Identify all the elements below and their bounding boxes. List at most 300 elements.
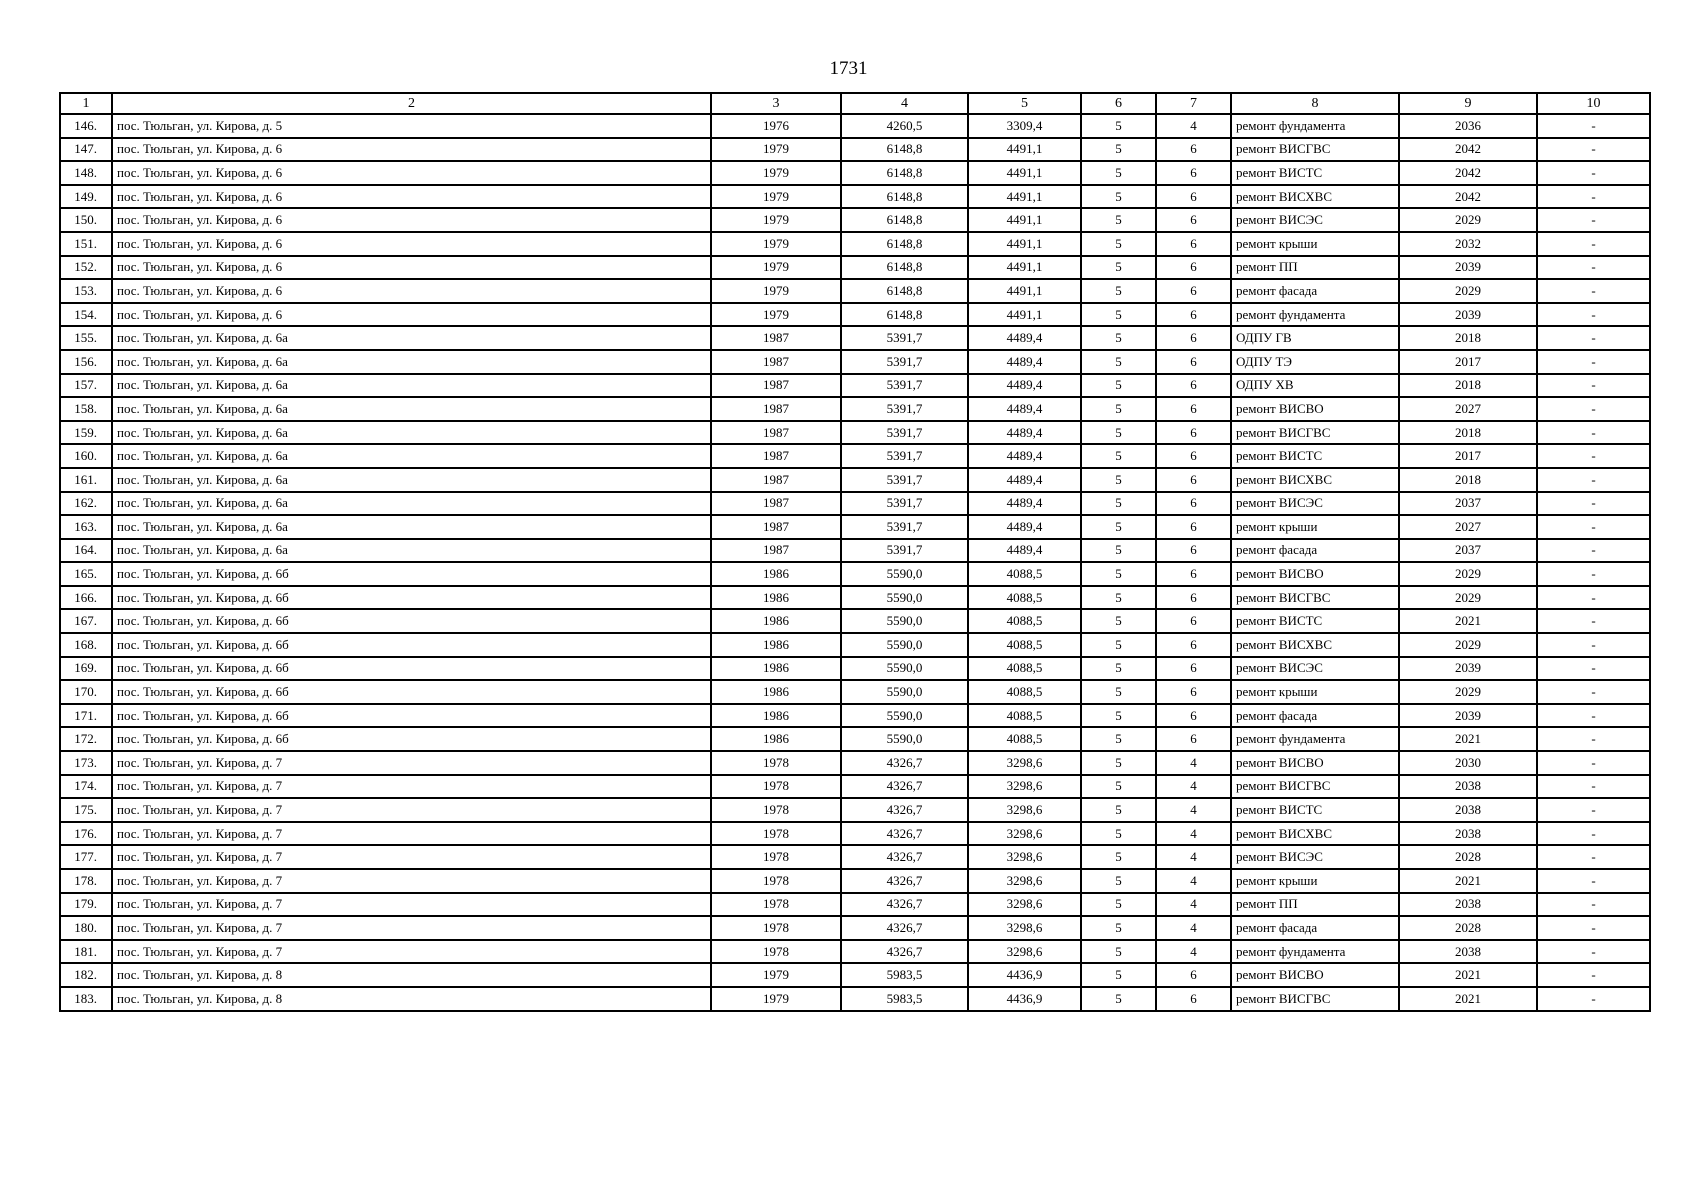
entrances-cell: 4 [1156, 114, 1231, 138]
address-cell: пос. Тюльган, ул. Кирова, д. 7 [112, 940, 711, 964]
floors-cell: 5 [1081, 114, 1156, 138]
note-cell: - [1537, 562, 1650, 586]
planned-year-cell: 2036 [1399, 114, 1537, 138]
address-cell: пос. Тюльган, ул. Кирова, д. 6б [112, 704, 711, 728]
row-number-cell: 151. [60, 232, 112, 256]
row-number-cell: 175. [60, 798, 112, 822]
floors-cell: 5 [1081, 822, 1156, 846]
row-number-cell: 181. [60, 940, 112, 964]
note-cell: - [1537, 704, 1650, 728]
work-type-cell: ремонт ВИСТС [1231, 798, 1399, 822]
address-cell: пос. Тюльган, ул. Кирова, д. 6а [112, 539, 711, 563]
entrances-cell: 6 [1156, 492, 1231, 516]
living-area-cell: 4491,1 [968, 161, 1081, 185]
floors-cell: 5 [1081, 397, 1156, 421]
living-area-cell: 4088,5 [968, 633, 1081, 657]
table-row [60, 515, 1650, 539]
entrances-cell: 4 [1156, 798, 1231, 822]
total-area-cell: 4326,7 [841, 869, 968, 893]
address-cell: пос. Тюльган, ул. Кирова, д. 6б [112, 657, 711, 681]
work-type-cell: ремонт ПП [1231, 256, 1399, 280]
address-cell: пос. Тюльган, ул. Кирова, д. 7 [112, 869, 711, 893]
address-cell: пос. Тюльган, ул. Кирова, д. 6а [112, 397, 711, 421]
floors-cell: 5 [1081, 798, 1156, 822]
living-area-cell: 4088,5 [968, 727, 1081, 751]
living-area-cell: 3309,4 [968, 114, 1081, 138]
row-number-cell: 166. [60, 586, 112, 610]
entrances-cell: 4 [1156, 893, 1231, 917]
column-header: 5 [968, 93, 1081, 114]
work-type-cell: ремонт крыши [1231, 869, 1399, 893]
address-cell: пос. Тюльган, ул. Кирова, д. 6а [112, 374, 711, 398]
planned-year-cell: 2029 [1399, 562, 1537, 586]
note-cell: - [1537, 822, 1650, 846]
address-cell: пос. Тюльган, ул. Кирова, д. 6а [112, 515, 711, 539]
planned-year-cell: 2029 [1399, 208, 1537, 232]
planned-year-cell: 2027 [1399, 397, 1537, 421]
living-area-cell: 4491,1 [968, 279, 1081, 303]
floors-cell: 5 [1081, 138, 1156, 162]
table-row [60, 822, 1650, 846]
total-area-cell: 6148,8 [841, 185, 968, 209]
year-cell: 1978 [711, 822, 841, 846]
note-cell: - [1537, 940, 1650, 964]
row-number-cell: 163. [60, 515, 112, 539]
address-cell: пос. Тюльган, ул. Кирова, д. 6а [112, 326, 711, 350]
year-cell: 1987 [711, 468, 841, 492]
note-cell: - [1537, 727, 1650, 751]
column-header: 6 [1081, 93, 1156, 114]
floors-cell: 5 [1081, 185, 1156, 209]
floors-cell: 5 [1081, 893, 1156, 917]
work-type-cell: ремонт ВИСВО [1231, 963, 1399, 987]
entrances-cell: 6 [1156, 562, 1231, 586]
entrances-cell: 6 [1156, 704, 1231, 728]
row-number-cell: 183. [60, 987, 112, 1011]
entrances-cell: 4 [1156, 940, 1231, 964]
living-area-cell: 3298,6 [968, 845, 1081, 869]
entrances-cell: 6 [1156, 468, 1231, 492]
row-number-cell: 152. [60, 256, 112, 280]
floors-cell: 5 [1081, 279, 1156, 303]
total-area-cell: 6148,8 [841, 208, 968, 232]
address-cell: пос. Тюльган, ул. Кирова, д. 8 [112, 987, 711, 1011]
total-area-cell: 6148,8 [841, 138, 968, 162]
living-area-cell: 4491,1 [968, 303, 1081, 327]
note-cell: - [1537, 303, 1650, 327]
work-type-cell: ремонт ВИСЭС [1231, 492, 1399, 516]
year-cell: 1979 [711, 987, 841, 1011]
note-cell: - [1537, 916, 1650, 940]
note-cell: - [1537, 114, 1650, 138]
planned-year-cell: 2039 [1399, 657, 1537, 681]
table-row [60, 374, 1650, 398]
total-area-cell: 5590,0 [841, 704, 968, 728]
planned-year-cell: 2029 [1399, 633, 1537, 657]
row-number-cell: 158. [60, 397, 112, 421]
year-cell: 1986 [711, 704, 841, 728]
floors-cell: 5 [1081, 727, 1156, 751]
planned-year-cell: 2029 [1399, 680, 1537, 704]
table-row [60, 657, 1650, 681]
work-type-cell: ремонт ВИСХВС [1231, 633, 1399, 657]
note-cell: - [1537, 657, 1650, 681]
address-cell: пос. Тюльган, ул. Кирова, д. 6 [112, 161, 711, 185]
living-area-cell: 4491,1 [968, 138, 1081, 162]
table-row [60, 963, 1650, 987]
total-area-cell: 4326,7 [841, 845, 968, 869]
table-row [60, 869, 1650, 893]
total-area-cell: 5391,7 [841, 539, 968, 563]
entrances-cell: 6 [1156, 350, 1231, 374]
work-type-cell: ремонт фасада [1231, 704, 1399, 728]
table-row [60, 940, 1650, 964]
work-type-cell: ремонт ПП [1231, 893, 1399, 917]
living-area-cell: 3298,6 [968, 916, 1081, 940]
row-number-cell: 149. [60, 185, 112, 209]
year-cell: 1979 [711, 279, 841, 303]
living-area-cell: 4088,5 [968, 586, 1081, 610]
table-row [60, 492, 1650, 516]
planned-year-cell: 2042 [1399, 161, 1537, 185]
year-cell: 1986 [711, 727, 841, 751]
year-cell: 1978 [711, 916, 841, 940]
table-row [60, 279, 1650, 303]
floors-cell: 5 [1081, 492, 1156, 516]
table-row [60, 185, 1650, 209]
note-cell: - [1537, 256, 1650, 280]
year-cell: 1978 [711, 869, 841, 893]
table-row [60, 751, 1650, 775]
note-cell: - [1537, 893, 1650, 917]
floors-cell: 5 [1081, 256, 1156, 280]
table-row [60, 680, 1650, 704]
address-cell: пос. Тюльган, ул. Кирова, д. 7 [112, 775, 711, 799]
table-row [60, 987, 1650, 1011]
entrances-cell: 6 [1156, 208, 1231, 232]
year-cell: 1979 [711, 303, 841, 327]
floors-cell: 5 [1081, 680, 1156, 704]
floors-cell: 5 [1081, 303, 1156, 327]
repair-program-table [59, 92, 1651, 1012]
work-type-cell: ремонт крыши [1231, 680, 1399, 704]
table-row [60, 893, 1650, 917]
column-header: 1 [60, 93, 112, 114]
year-cell: 1979 [711, 138, 841, 162]
table-row [60, 256, 1650, 280]
row-number-cell: 157. [60, 374, 112, 398]
planned-year-cell: 2038 [1399, 940, 1537, 964]
total-area-cell: 6148,8 [841, 232, 968, 256]
work-type-cell: ремонт ВИСГВС [1231, 987, 1399, 1011]
address-cell: пос. Тюльган, ул. Кирова, д. 6а [112, 350, 711, 374]
address-cell: пос. Тюльган, ул. Кирова, д. 6а [112, 468, 711, 492]
planned-year-cell: 2021 [1399, 963, 1537, 987]
floors-cell: 5 [1081, 350, 1156, 374]
living-area-cell: 3298,6 [968, 940, 1081, 964]
year-cell: 1987 [711, 374, 841, 398]
living-area-cell: 4491,1 [968, 185, 1081, 209]
row-number-cell: 156. [60, 350, 112, 374]
work-type-cell: ремонт ВИСГВС [1231, 586, 1399, 610]
work-type-cell: ремонт ВИСЭС [1231, 845, 1399, 869]
work-type-cell: ремонт ВИСВО [1231, 562, 1399, 586]
address-cell: пос. Тюльган, ул. Кирова, д. 7 [112, 798, 711, 822]
entrances-cell: 6 [1156, 444, 1231, 468]
address-cell: пос. Тюльган, ул. Кирова, д. 7 [112, 822, 711, 846]
address-cell: пос. Тюльган, ул. Кирова, д. 6 [112, 138, 711, 162]
row-number-cell: 159. [60, 421, 112, 445]
table-row [60, 633, 1650, 657]
planned-year-cell: 2017 [1399, 350, 1537, 374]
total-area-cell: 4326,7 [841, 916, 968, 940]
row-number-cell: 153. [60, 279, 112, 303]
address-cell: пос. Тюльган, ул. Кирова, д. 6б [112, 609, 711, 633]
column-header: 8 [1231, 93, 1399, 114]
entrances-cell: 6 [1156, 586, 1231, 610]
living-area-cell: 4491,1 [968, 232, 1081, 256]
work-type-cell: ремонт ВИСВО [1231, 751, 1399, 775]
row-number-cell: 178. [60, 869, 112, 893]
total-area-cell: 4326,7 [841, 775, 968, 799]
note-cell: - [1537, 350, 1650, 374]
planned-year-cell: 2021 [1399, 869, 1537, 893]
year-cell: 1979 [711, 208, 841, 232]
note-cell: - [1537, 138, 1650, 162]
table-row [60, 845, 1650, 869]
work-type-cell: ОДПУ ГВ [1231, 326, 1399, 350]
note-cell: - [1537, 633, 1650, 657]
address-cell: пос. Тюльган, ул. Кирова, д. 6 [112, 279, 711, 303]
column-header: 9 [1399, 93, 1537, 114]
entrances-cell: 6 [1156, 657, 1231, 681]
planned-year-cell: 2018 [1399, 374, 1537, 398]
year-cell: 1986 [711, 680, 841, 704]
floors-cell: 5 [1081, 751, 1156, 775]
planned-year-cell: 2037 [1399, 492, 1537, 516]
work-type-cell: ремонт ВИСВО [1231, 397, 1399, 421]
living-area-cell: 3298,6 [968, 869, 1081, 893]
row-number-cell: 148. [60, 161, 112, 185]
year-cell: 1986 [711, 586, 841, 610]
work-type-cell: ремонт фундамента [1231, 114, 1399, 138]
planned-year-cell: 2021 [1399, 987, 1537, 1011]
work-type-cell: ремонт фундамента [1231, 727, 1399, 751]
year-cell: 1987 [711, 539, 841, 563]
planned-year-cell: 2032 [1399, 232, 1537, 256]
planned-year-cell: 2042 [1399, 185, 1537, 209]
year-cell: 1979 [711, 963, 841, 987]
total-area-cell: 6148,8 [841, 279, 968, 303]
year-cell: 1978 [711, 775, 841, 799]
planned-year-cell: 2038 [1399, 893, 1537, 917]
note-cell: - [1537, 208, 1650, 232]
floors-cell: 5 [1081, 869, 1156, 893]
total-area-cell: 5590,0 [841, 586, 968, 610]
table-row [60, 704, 1650, 728]
note-cell: - [1537, 161, 1650, 185]
note-cell: - [1537, 232, 1650, 256]
year-cell: 1978 [711, 798, 841, 822]
floors-cell: 5 [1081, 775, 1156, 799]
header-row [60, 93, 1650, 114]
floors-cell: 5 [1081, 421, 1156, 445]
planned-year-cell: 2042 [1399, 138, 1537, 162]
address-cell: пос. Тюльган, ул. Кирова, д. 6а [112, 421, 711, 445]
table-row [60, 114, 1650, 138]
work-type-cell: ремонт крыши [1231, 232, 1399, 256]
address-cell: пос. Тюльган, ул. Кирова, д. 5 [112, 114, 711, 138]
work-type-cell: ремонт фасада [1231, 279, 1399, 303]
living-area-cell: 4489,4 [968, 444, 1081, 468]
note-cell: - [1537, 444, 1650, 468]
row-number-cell: 179. [60, 893, 112, 917]
address-cell: пос. Тюльган, ул. Кирова, д. 6а [112, 492, 711, 516]
note-cell: - [1537, 397, 1650, 421]
entrances-cell: 6 [1156, 185, 1231, 209]
entrances-cell: 6 [1156, 232, 1231, 256]
year-cell: 1987 [711, 326, 841, 350]
note-cell: - [1537, 775, 1650, 799]
table-row [60, 916, 1650, 940]
work-type-cell: ремонт ВИСГВС [1231, 138, 1399, 162]
work-type-cell: ремонт ВИСХВС [1231, 185, 1399, 209]
living-area-cell: 4088,5 [968, 704, 1081, 728]
entrances-cell: 4 [1156, 751, 1231, 775]
column-header: 3 [711, 93, 841, 114]
row-number-cell: 177. [60, 845, 112, 869]
living-area-cell: 4489,4 [968, 468, 1081, 492]
row-number-cell: 167. [60, 609, 112, 633]
floors-cell: 5 [1081, 161, 1156, 185]
entrances-cell: 6 [1156, 138, 1231, 162]
row-number-cell: 155. [60, 326, 112, 350]
year-cell: 1979 [711, 185, 841, 209]
address-cell: пос. Тюльган, ул. Кирова, д. 6 [112, 208, 711, 232]
total-area-cell: 5391,7 [841, 326, 968, 350]
work-type-cell: ремонт ВИСЭС [1231, 208, 1399, 232]
row-number-cell: 182. [60, 963, 112, 987]
planned-year-cell: 2029 [1399, 586, 1537, 610]
floors-cell: 5 [1081, 444, 1156, 468]
planned-year-cell: 2039 [1399, 704, 1537, 728]
entrances-cell: 6 [1156, 326, 1231, 350]
year-cell: 1978 [711, 751, 841, 775]
row-number-cell: 168. [60, 633, 112, 657]
work-type-cell: ремонт крыши [1231, 515, 1399, 539]
total-area-cell: 5391,7 [841, 515, 968, 539]
table-row [60, 326, 1650, 350]
row-number-cell: 172. [60, 727, 112, 751]
living-area-cell: 4489,4 [968, 539, 1081, 563]
note-cell: - [1537, 515, 1650, 539]
note-cell: - [1537, 869, 1650, 893]
year-cell: 1987 [711, 515, 841, 539]
floors-cell: 5 [1081, 916, 1156, 940]
address-cell: пос. Тюльган, ул. Кирова, д. 7 [112, 845, 711, 869]
entrances-cell: 6 [1156, 256, 1231, 280]
floors-cell: 5 [1081, 586, 1156, 610]
address-cell: пос. Тюльган, ул. Кирова, д. 6 [112, 303, 711, 327]
work-type-cell: ремонт фундамента [1231, 940, 1399, 964]
column-header: 10 [1537, 93, 1650, 114]
entrances-cell: 6 [1156, 727, 1231, 751]
note-cell: - [1537, 798, 1650, 822]
work-type-cell: ремонт ВИСГВС [1231, 775, 1399, 799]
address-cell: пос. Тюльган, ул. Кирова, д. 8 [112, 963, 711, 987]
work-type-cell: ОДПУ ТЭ [1231, 350, 1399, 374]
living-area-cell: 3298,6 [968, 822, 1081, 846]
entrances-cell: 6 [1156, 397, 1231, 421]
total-area-cell: 5590,0 [841, 680, 968, 704]
page-number: 1731 [829, 58, 868, 79]
living-area-cell: 4489,4 [968, 326, 1081, 350]
entrances-cell: 6 [1156, 609, 1231, 633]
total-area-cell: 5391,7 [841, 374, 968, 398]
entrances-cell: 6 [1156, 987, 1231, 1011]
note-cell: - [1537, 539, 1650, 563]
planned-year-cell: 2021 [1399, 609, 1537, 633]
table-row [60, 775, 1650, 799]
note-cell: - [1537, 421, 1650, 445]
table-row [60, 397, 1650, 421]
entrances-cell: 4 [1156, 869, 1231, 893]
floors-cell: 5 [1081, 963, 1156, 987]
floors-cell: 5 [1081, 657, 1156, 681]
floors-cell: 5 [1081, 562, 1156, 586]
year-cell: 1978 [711, 893, 841, 917]
entrances-cell: 4 [1156, 916, 1231, 940]
work-type-cell: ремонт ВИСТС [1231, 444, 1399, 468]
note-cell: - [1537, 963, 1650, 987]
total-area-cell: 5983,5 [841, 987, 968, 1011]
total-area-cell: 5983,5 [841, 963, 968, 987]
entrances-cell: 4 [1156, 845, 1231, 869]
entrances-cell: 6 [1156, 303, 1231, 327]
floors-cell: 5 [1081, 845, 1156, 869]
note-cell: - [1537, 609, 1650, 633]
address-cell: пос. Тюльган, ул. Кирова, д. 6б [112, 680, 711, 704]
row-number-cell: 165. [60, 562, 112, 586]
living-area-cell: 4489,4 [968, 515, 1081, 539]
row-number-cell: 176. [60, 822, 112, 846]
address-cell: пос. Тюльган, ул. Кирова, д. 7 [112, 751, 711, 775]
planned-year-cell: 2018 [1399, 421, 1537, 445]
address-cell: пос. Тюльган, ул. Кирова, д. 6б [112, 586, 711, 610]
floors-cell: 5 [1081, 633, 1156, 657]
living-area-cell: 4436,9 [968, 987, 1081, 1011]
total-area-cell: 5391,7 [841, 492, 968, 516]
living-area-cell: 4489,4 [968, 374, 1081, 398]
note-cell: - [1537, 586, 1650, 610]
address-cell: пос. Тюльган, ул. Кирова, д. 6 [112, 185, 711, 209]
total-area-cell: 5391,7 [841, 421, 968, 445]
table-row [60, 562, 1650, 586]
row-number-cell: 170. [60, 680, 112, 704]
living-area-cell: 4489,4 [968, 421, 1081, 445]
table-row [60, 727, 1650, 751]
work-type-cell: ремонт ВИСТС [1231, 609, 1399, 633]
table-row [60, 303, 1650, 327]
total-area-cell: 5391,7 [841, 350, 968, 374]
year-cell: 1978 [711, 940, 841, 964]
address-cell: пос. Тюльган, ул. Кирова, д. 6б [112, 562, 711, 586]
entrances-cell: 6 [1156, 515, 1231, 539]
note-cell: - [1537, 680, 1650, 704]
row-number-cell: 160. [60, 444, 112, 468]
work-type-cell: ремонт ВИСХВС [1231, 822, 1399, 846]
living-area-cell: 4088,5 [968, 562, 1081, 586]
